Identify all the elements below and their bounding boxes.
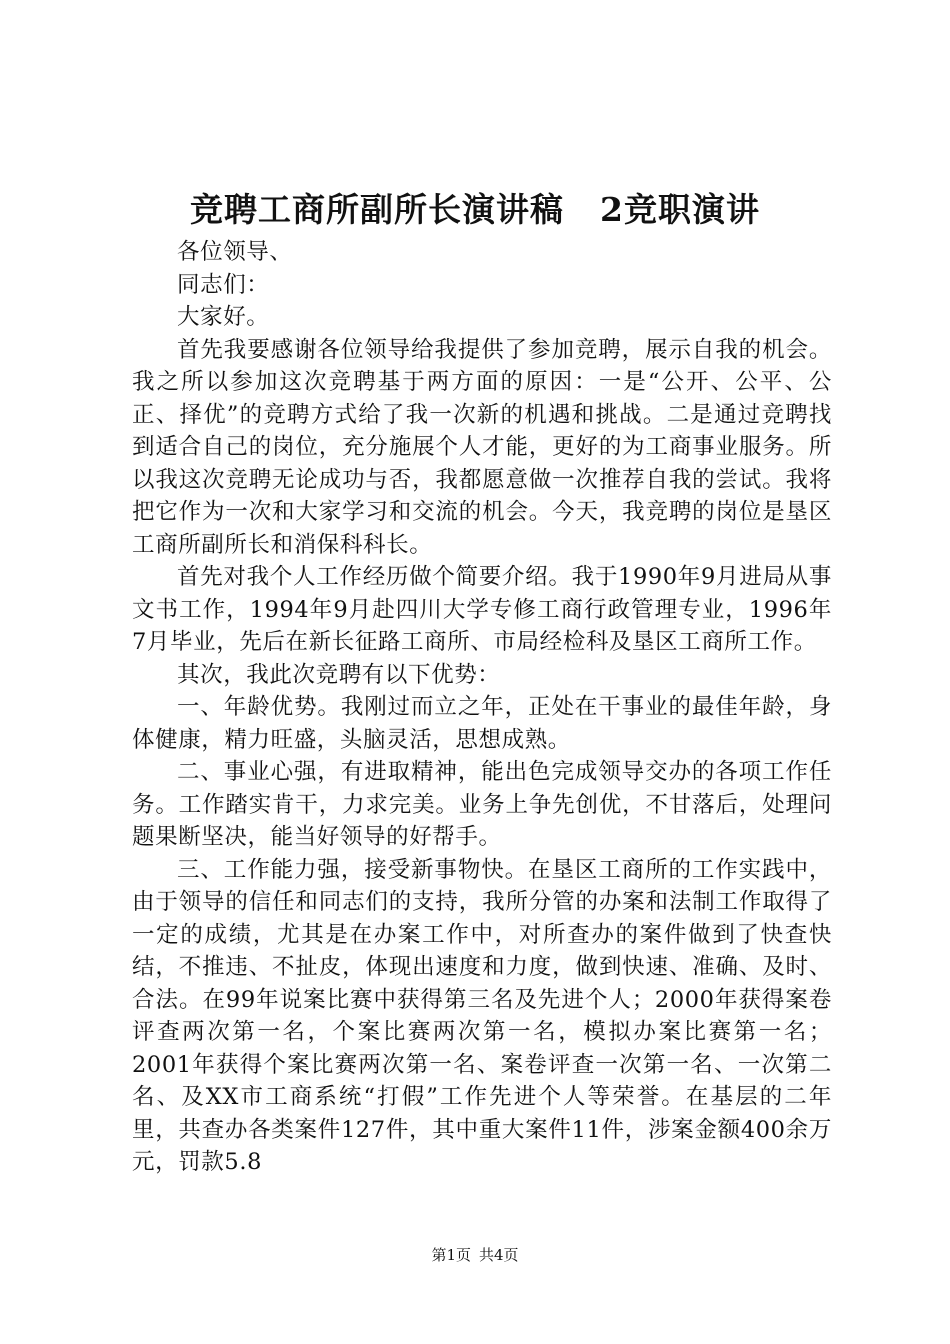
greeting: 大家好。 bbox=[177, 304, 270, 330]
page-footer bbox=[0, 1244, 950, 1266]
document-body bbox=[132, 236, 832, 1179]
page-number: 第1页 bbox=[431, 1246, 471, 1264]
salutation-leaders: 各位领导、 bbox=[177, 239, 293, 265]
paragraph-advantage-dedication: 二、事业心强，有进取精神，能出色完成领导交办的各项工作任务。工作踏实肯干，力求完美。业务上争先创优，不甘落后，处理问题果断坚决，能当好领导的好帮手。 bbox=[132, 759, 832, 850]
title-suffix: 2竞职演讲 bbox=[600, 190, 760, 229]
paragraph-advantage-ability: 三、工作能力强，接受新事物快。在垦区工商所的工作实践中，由于领导的信任和同志们的支持，我所分管的办案和法制工作取得了一定的成绩，尤其是在办案工作中，对所查办的案件做到了快查快结，不推违、不扯皮，体现出速度和力度，做到快速、准确、及时、合法。在99年说案比赛中获得第三名及先进个人；2000年获得案卷评查两次第一名，个案比赛两次第一名，模拟办案比赛第一名；2001年获得个案比赛两次第一名、案卷评查一次第一名、一次第二名、及XX市工商系统“打假”工作先进个人等荣誉。在基层的二年里，共查办各类案件127件，其中重大案件11件，涉案金额400余万元，罚款5.8 bbox=[132, 856, 832, 1175]
salutation-comrades: 同志们： bbox=[177, 271, 270, 298]
document-title bbox=[0, 186, 950, 234]
paragraph-experience: 首先对我个人工作经历做个简要介绍。我于1990年9月进局从事文书工作，1994年9月赴四川大学专修工商行政管理专业，1996年7月毕业，先后在新长征路工商所、市局经检科及垦区工商所工作。 bbox=[132, 564, 832, 655]
paragraph-advantage-age: 一、年龄优势。我刚过而立之年，正处在干事业的最佳年龄，身体健康，精力旺盛，头脑灵活，思想成熟。 bbox=[132, 694, 832, 753]
page-total: 共4页 bbox=[479, 1246, 519, 1264]
paragraph-intro: 首先我要感谢各位领导给我提供了参加竞聘，展示自我的机会。我之所以参加这次竞聘基于两方面的原因：一是“公开、公平、公正、择优”的竞聘方式给了我一次新的机遇和挑战。二是通过竞聘找到适合自己的岗位，充分施展个人才能，更好的为工商事业服务。所以我这次竞聘无论成功与否，我都愿意做一次推荐自我的尝试。我将把它作为一次和大家学习和交流的机会。今天，我竞聘的岗位是垦区工商所副所长和消保科科长。 bbox=[132, 336, 832, 558]
title-main: 竞聘工商所副所长演讲稿 bbox=[190, 190, 565, 229]
paragraph-advantages-heading: 其次，我此次竞聘有以下优势： bbox=[177, 661, 501, 688]
